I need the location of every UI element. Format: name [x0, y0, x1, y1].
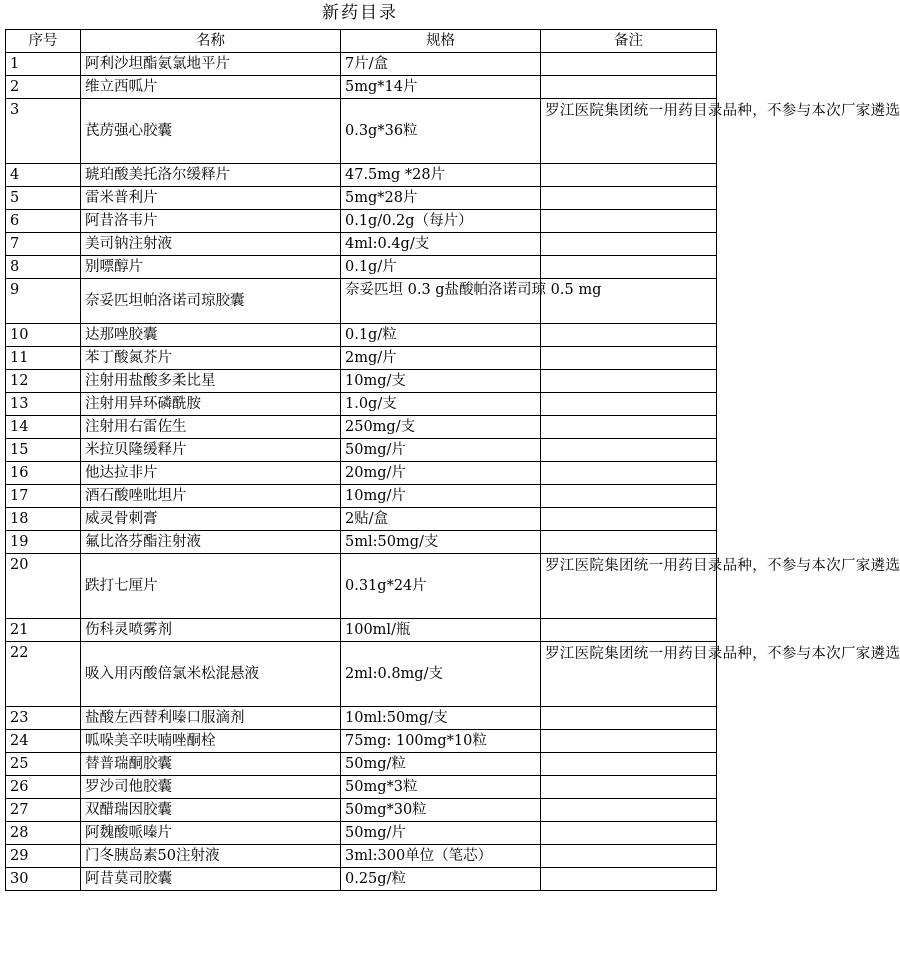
- drug-note: [541, 707, 717, 730]
- drug-note: [541, 439, 717, 462]
- drug-spec: 10mg/片: [341, 485, 541, 508]
- row-number: 15: [6, 439, 81, 462]
- drug-name: 阿利沙坦酯氨氯地平片: [81, 53, 341, 76]
- note-text: [545, 439, 712, 440]
- table-row: [6, 485, 717, 508]
- header-spec: 规格: [341, 30, 541, 53]
- drug-spec: 奈妥匹坦 0.3 g盐酸帕洛诺司琼 0.5 mg: [341, 279, 541, 324]
- drug-spec: 4ml:0.4g/支: [341, 233, 541, 256]
- row-number: 2: [6, 76, 81, 99]
- note-text: [545, 210, 712, 211]
- row-number: 14: [6, 416, 81, 439]
- table-row: [6, 619, 717, 642]
- note-text: [545, 370, 712, 371]
- table-row: [6, 531, 717, 554]
- table-row: [6, 324, 717, 347]
- drug-spec: 50mg/片: [341, 822, 541, 845]
- note-text: [545, 753, 712, 754]
- row-number: 9: [6, 279, 81, 324]
- row-number: 26: [6, 776, 81, 799]
- row-number: 12: [6, 370, 81, 393]
- row-number: 29: [6, 845, 81, 868]
- page-title: 新药目录: [322, 3, 398, 23]
- drug-name: 雷米普利片: [81, 187, 341, 210]
- drug-spec: 5mg*14片: [341, 76, 541, 99]
- drug-note: [541, 799, 717, 822]
- drug-name: 阿昔莫司胶囊: [81, 868, 341, 891]
- drug-spec: 7片/盒: [341, 53, 541, 76]
- drug-note: [541, 370, 717, 393]
- row-number: 20: [6, 554, 81, 619]
- table-row: [6, 256, 717, 279]
- drug-name: 奈妥匹坦帕洛诺司琼胶囊: [81, 279, 341, 324]
- drug-spec: 50mg*3粒: [341, 776, 541, 799]
- row-number: 19: [6, 531, 81, 554]
- drug-name: 吸入用丙酸倍氯米松混悬液: [81, 642, 341, 707]
- row-number: 11: [6, 347, 81, 370]
- drug-name: 注射用盐酸多柔比星: [81, 370, 341, 393]
- drug-table: [5, 29, 900, 891]
- drug-name: 伤科灵喷雾剂: [81, 619, 341, 642]
- note-text: 罗江医院集团统一用药目录品种，不参与本次厂家遴选: [545, 103, 900, 119]
- drug-name: 呱哚美辛呋喃唑酮栓: [81, 730, 341, 753]
- table-row: [6, 233, 717, 256]
- table-row: [6, 347, 717, 370]
- drug-spec: 0.31g*24片: [341, 554, 541, 619]
- drug-name: 氟比洛芬酯注射液: [81, 531, 341, 554]
- row-number: 7: [6, 233, 81, 256]
- row-number: 8: [6, 256, 81, 279]
- drug-name: 门冬胰岛素50注射液: [81, 845, 341, 868]
- note-text: [545, 531, 712, 532]
- row-number: 30: [6, 868, 81, 891]
- drug-spec: 75mg: 100mg*10粒: [341, 730, 541, 753]
- drug-spec: 10mg/支: [341, 370, 541, 393]
- drug-note: [541, 822, 717, 845]
- table-header-row: [6, 30, 717, 53]
- note-text: [545, 187, 712, 188]
- row-number: 4: [6, 164, 81, 187]
- note-text: [545, 776, 712, 777]
- row-number: 22: [6, 642, 81, 707]
- header-name: 名称: [81, 30, 341, 53]
- note-text: [545, 462, 712, 463]
- drug-name: 米拉贝隆缓释片: [81, 439, 341, 462]
- drug-spec: 0.1g/粒: [341, 324, 541, 347]
- drug-name: 威灵骨刺膏: [81, 508, 341, 531]
- table-row: [6, 707, 717, 730]
- table-row: [6, 76, 717, 99]
- row-number: 6: [6, 210, 81, 233]
- drug-note: [541, 508, 717, 531]
- table-row: [6, 554, 717, 619]
- table-row: [6, 99, 717, 164]
- table-row: [6, 845, 717, 868]
- row-number: 17: [6, 485, 81, 508]
- note-text: [545, 822, 712, 823]
- note-text: [545, 393, 712, 394]
- drug-note: [541, 619, 717, 642]
- row-number: 5: [6, 187, 81, 210]
- drug-name: 芪苈强心胶囊: [81, 99, 341, 164]
- row-number: 13: [6, 393, 81, 416]
- note-text: [545, 76, 712, 77]
- note-text: [545, 485, 712, 486]
- drug-note: [541, 76, 717, 99]
- table-row: [6, 508, 717, 531]
- table-row: [6, 753, 717, 776]
- row-number: 28: [6, 822, 81, 845]
- note-text: 罗江医院集团统一用药目录品种，不参与本次厂家遴选: [545, 558, 900, 574]
- table-row: [6, 439, 717, 462]
- table-row: [6, 776, 717, 799]
- row-number: 10: [6, 324, 81, 347]
- drug-name: 注射用异环磷酰胺: [81, 393, 341, 416]
- drug-spec: 100ml/瓶: [341, 619, 541, 642]
- drug-note: [541, 187, 717, 210]
- note-text: [545, 799, 712, 800]
- note-text: [545, 256, 712, 257]
- drug-name: 罗沙司他胶囊: [81, 776, 341, 799]
- drug-spec: 0.3g*36粒: [341, 99, 541, 164]
- drug-spec: 250mg/支: [341, 416, 541, 439]
- drug-note: [541, 164, 717, 187]
- drug-spec: 50mg*30粒: [341, 799, 541, 822]
- note-text: [545, 508, 712, 509]
- table-row: [6, 370, 717, 393]
- drug-spec: 50mg/片: [341, 439, 541, 462]
- table-row: [6, 868, 717, 891]
- table-row: [6, 462, 717, 485]
- row-number: 27: [6, 799, 81, 822]
- drug-spec: 2ml:0.8mg/支: [341, 642, 541, 707]
- drug-spec: 5ml:50mg/支: [341, 531, 541, 554]
- drug-note: [541, 462, 717, 485]
- drug-name: 双醋瑞因胶囊: [81, 799, 341, 822]
- drug-note: [541, 753, 717, 776]
- note-text: [545, 279, 712, 280]
- note-text: [545, 619, 712, 620]
- drug-spec: 5mg*28片: [341, 187, 541, 210]
- drug-note: [541, 845, 717, 868]
- drug-note: [541, 554, 900, 619]
- drug-name: 阿魏酸哌嗪片: [81, 822, 341, 845]
- row-number: 16: [6, 462, 81, 485]
- note-text: [545, 730, 712, 731]
- table-row: [6, 642, 717, 707]
- drug-name: 琥珀酸美托洛尔缓释片: [81, 164, 341, 187]
- drug-name: 维立西呱片: [81, 76, 341, 99]
- row-number: 18: [6, 508, 81, 531]
- drug-note: [541, 210, 717, 233]
- row-number: 21: [6, 619, 81, 642]
- table-row: [6, 799, 717, 822]
- table-row: [6, 416, 717, 439]
- note-text: [545, 845, 712, 846]
- note-text: [545, 707, 712, 708]
- drug-name: 跌打七厘片: [81, 554, 341, 619]
- drug-name: 他达拉非片: [81, 462, 341, 485]
- drug-note: [541, 868, 717, 891]
- drug-spec: 0.1g/0.2g（每片）: [341, 210, 541, 233]
- note-text: [545, 347, 712, 348]
- drug-note: [541, 393, 717, 416]
- drug-note: [541, 642, 900, 707]
- drug-note: [541, 99, 900, 164]
- row-number: 3: [6, 99, 81, 164]
- drug-note: [541, 730, 717, 753]
- drug-name: 别嘌醇片: [81, 256, 341, 279]
- drug-spec: 1.0g/支: [341, 393, 541, 416]
- drug-note: [541, 776, 717, 799]
- drug-spec: 2mg/片: [341, 347, 541, 370]
- note-text: [545, 324, 712, 325]
- table-row: [6, 822, 717, 845]
- table-row: [6, 53, 717, 76]
- drug-name: 酒石酸唑吡坦片: [81, 485, 341, 508]
- drug-note: [541, 347, 717, 370]
- drug-name: 注射用右雷佐生: [81, 416, 341, 439]
- drug-spec: 20mg/片: [341, 462, 541, 485]
- table-row: [6, 164, 717, 187]
- table-row: [6, 210, 717, 233]
- row-number: 25: [6, 753, 81, 776]
- table-row: [6, 279, 717, 324]
- table-row: [6, 187, 717, 210]
- drug-note: [541, 233, 717, 256]
- table-row: [6, 393, 717, 416]
- drug-note: [541, 531, 717, 554]
- drug-spec: 50mg/粒: [341, 753, 541, 776]
- note-text: [545, 416, 712, 417]
- drug-name: 苯丁酸氮芥片: [81, 347, 341, 370]
- table-row: [6, 730, 717, 753]
- header-number: 序号: [6, 30, 81, 53]
- note-text: [545, 164, 712, 165]
- drug-spec: 0.25g/粒: [341, 868, 541, 891]
- drug-spec: 47.5mg *28片: [341, 164, 541, 187]
- drug-spec: 10ml:50mg/支: [341, 707, 541, 730]
- drug-name: 盐酸左西替利嗪口服滴剂: [81, 707, 341, 730]
- note-text: 罗江医院集团统一用药目录品种，不参与本次厂家遴选: [545, 646, 900, 662]
- drug-note: [541, 416, 717, 439]
- drug-spec: 0.1g/片: [341, 256, 541, 279]
- row-number: 1: [6, 53, 81, 76]
- row-number: 23: [6, 707, 81, 730]
- note-text: [545, 53, 712, 54]
- note-text: [545, 233, 712, 234]
- drug-note: [541, 53, 717, 76]
- drug-name: 美司钠注射液: [81, 233, 341, 256]
- drug-name: 阿昔洛韦片: [81, 210, 341, 233]
- drug-spec: 2贴/盒: [341, 508, 541, 531]
- row-number: 24: [6, 730, 81, 753]
- drug-name: 替普瑞酮胶囊: [81, 753, 341, 776]
- drug-note: [541, 256, 717, 279]
- drug-name: 达那唑胶囊: [81, 324, 341, 347]
- drug-note: [541, 324, 717, 347]
- drug-note: [541, 485, 717, 508]
- header-note: 备注: [541, 30, 717, 53]
- note-text: [545, 868, 712, 869]
- drug-spec: 3ml:300单位（笔芯）: [341, 845, 541, 868]
